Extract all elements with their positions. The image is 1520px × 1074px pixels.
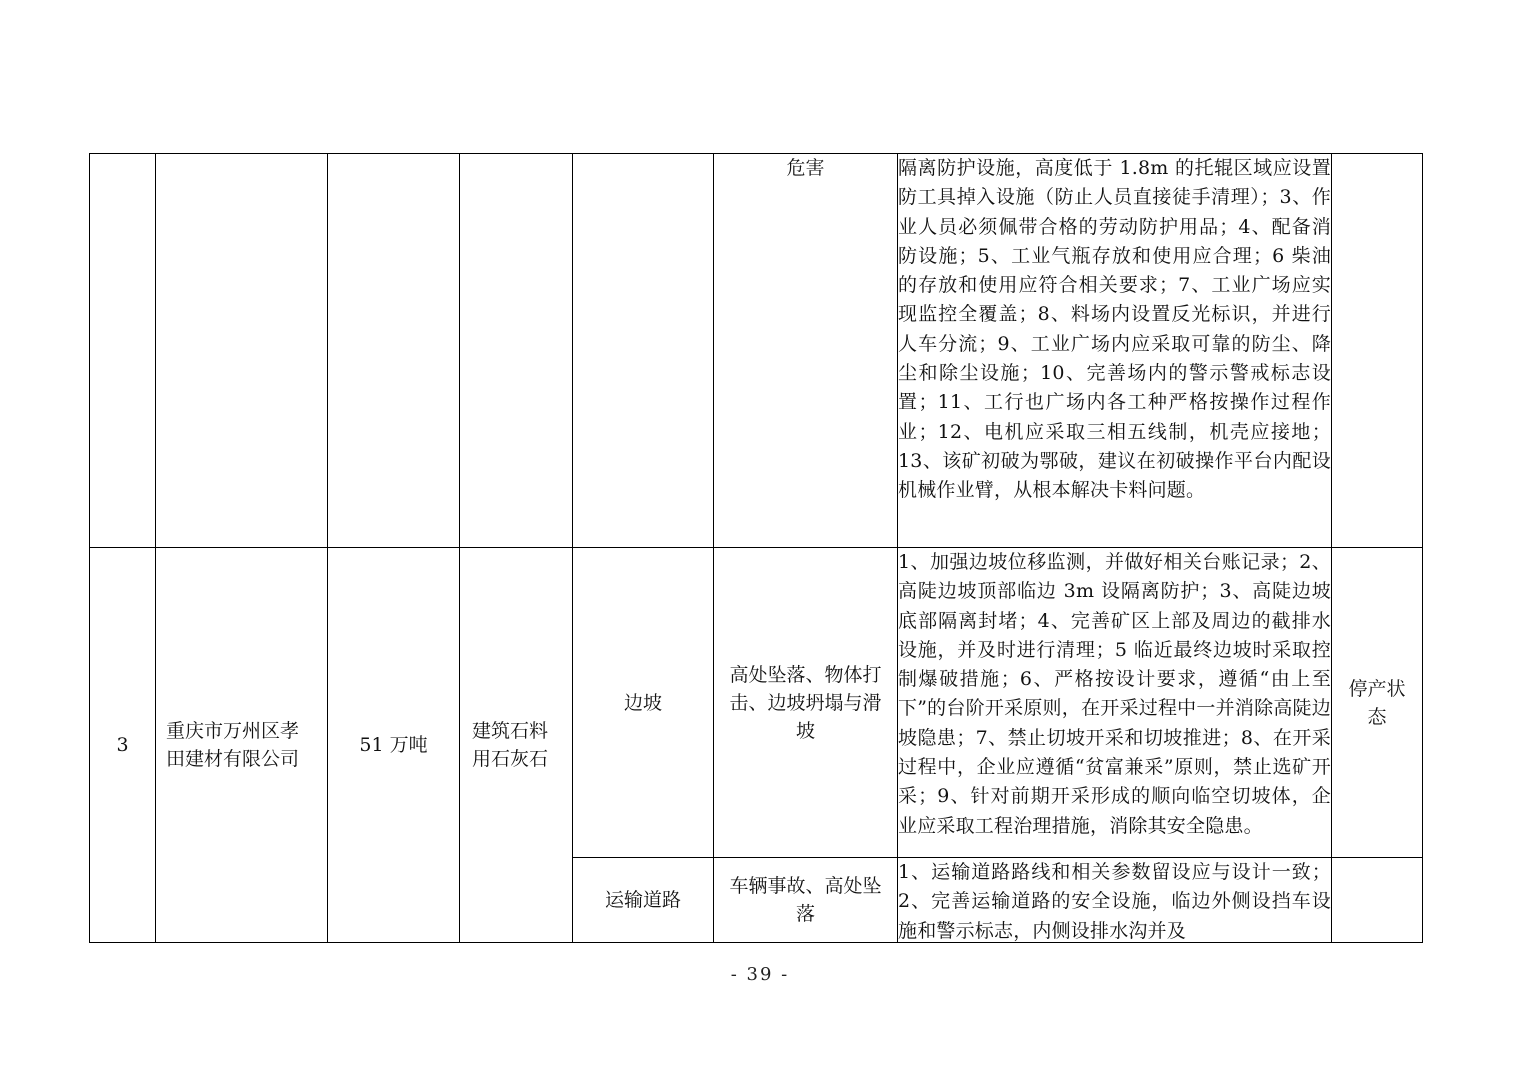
measures-cell: 1、加强边坡位移监测，并做好相关台账记录；2、高陡边坡顶部临边 3m 设隔离防护；3、高陡边坡底部隔离封堵；4、完善矿区上部及周边的截排水设施，并及时进行清理；5 临近最终边坡时采取控制爆破措施；6、严格按设计要求，遵循“由上至下”的台阶开采原则，在开采过程中一并消除高陡边坡隐患；7、禁止切坡开采和切坡推进；8、在开采过程中，企业应遵循“贫富兼采”原则，禁止选矿开采；9、针对前期开采形成的顺向临空切坡体，企业应采取工程治理措施，消除其安全隐患。 [898, 548, 1332, 858]
mineral-cell: 建筑石料用石灰石 [460, 548, 573, 943]
hazard-cell: 车辆事故、高处坠落 [714, 858, 898, 943]
hazard-cell: 危害 [714, 154, 898, 548]
enterprise-name-cell: 重庆市万州区孝田建材有限公司 [156, 548, 328, 943]
status-cell [1332, 154, 1423, 548]
hazard-measures-table [89, 153, 1423, 943]
measures-cell: 隔离防护设施，高度低于 1.8m 的托辊区域应设置防工具掉入设施（防止人员直接徒手清理）；3、作业人员必须佩带合格的劳动防护用品；4、配备消防设施；5、工业气瓶存放和使用应合理；6 柴油的存放和使用应符合相关要求；7、工业广场应实现监控全覆盖；8、料场内设置反光标识，并进行人车分流；9、工业广场内应采取可靠的防尘、降尘和除尘设施；10、完善场内的警示警戒标志设置；11、工行也广场内各工种严格按操作过程作业；12、电机应采取三相五线制，机壳应接地；13、该矿初破为鄂破，建议在初破操作平台内配设机械作业臂，从根本解决卡料问题。 [898, 154, 1332, 548]
scale-cell: 51 万吨 [328, 548, 460, 943]
status-cell [1332, 858, 1423, 943]
scale-cell [328, 154, 460, 548]
location-cell: 边坡 [573, 548, 714, 858]
measures-cell [898, 858, 1332, 943]
table-row [90, 154, 1423, 548]
hazard-cell: 高处坠落、物体打击、边坡坍塌与滑坡 [714, 548, 898, 858]
location-cell [573, 154, 714, 548]
index-cell [90, 154, 156, 548]
measures-text: 1、运输道路路线和相关参数留设应与设计一致；2、完善运输道路的安全设施，临边外侧设挡车设施和警示标志，内侧设排水沟并及 [898, 861, 1331, 942]
status-cell: 停产状态 [1332, 548, 1423, 858]
table-row [90, 548, 1423, 858]
enterprise-name-cell [156, 154, 328, 548]
index-cell: 3 [90, 548, 156, 943]
page-number: - 39 - [730, 964, 790, 985]
mineral-cell [460, 154, 573, 548]
location-cell: 运输道路 [573, 858, 714, 943]
